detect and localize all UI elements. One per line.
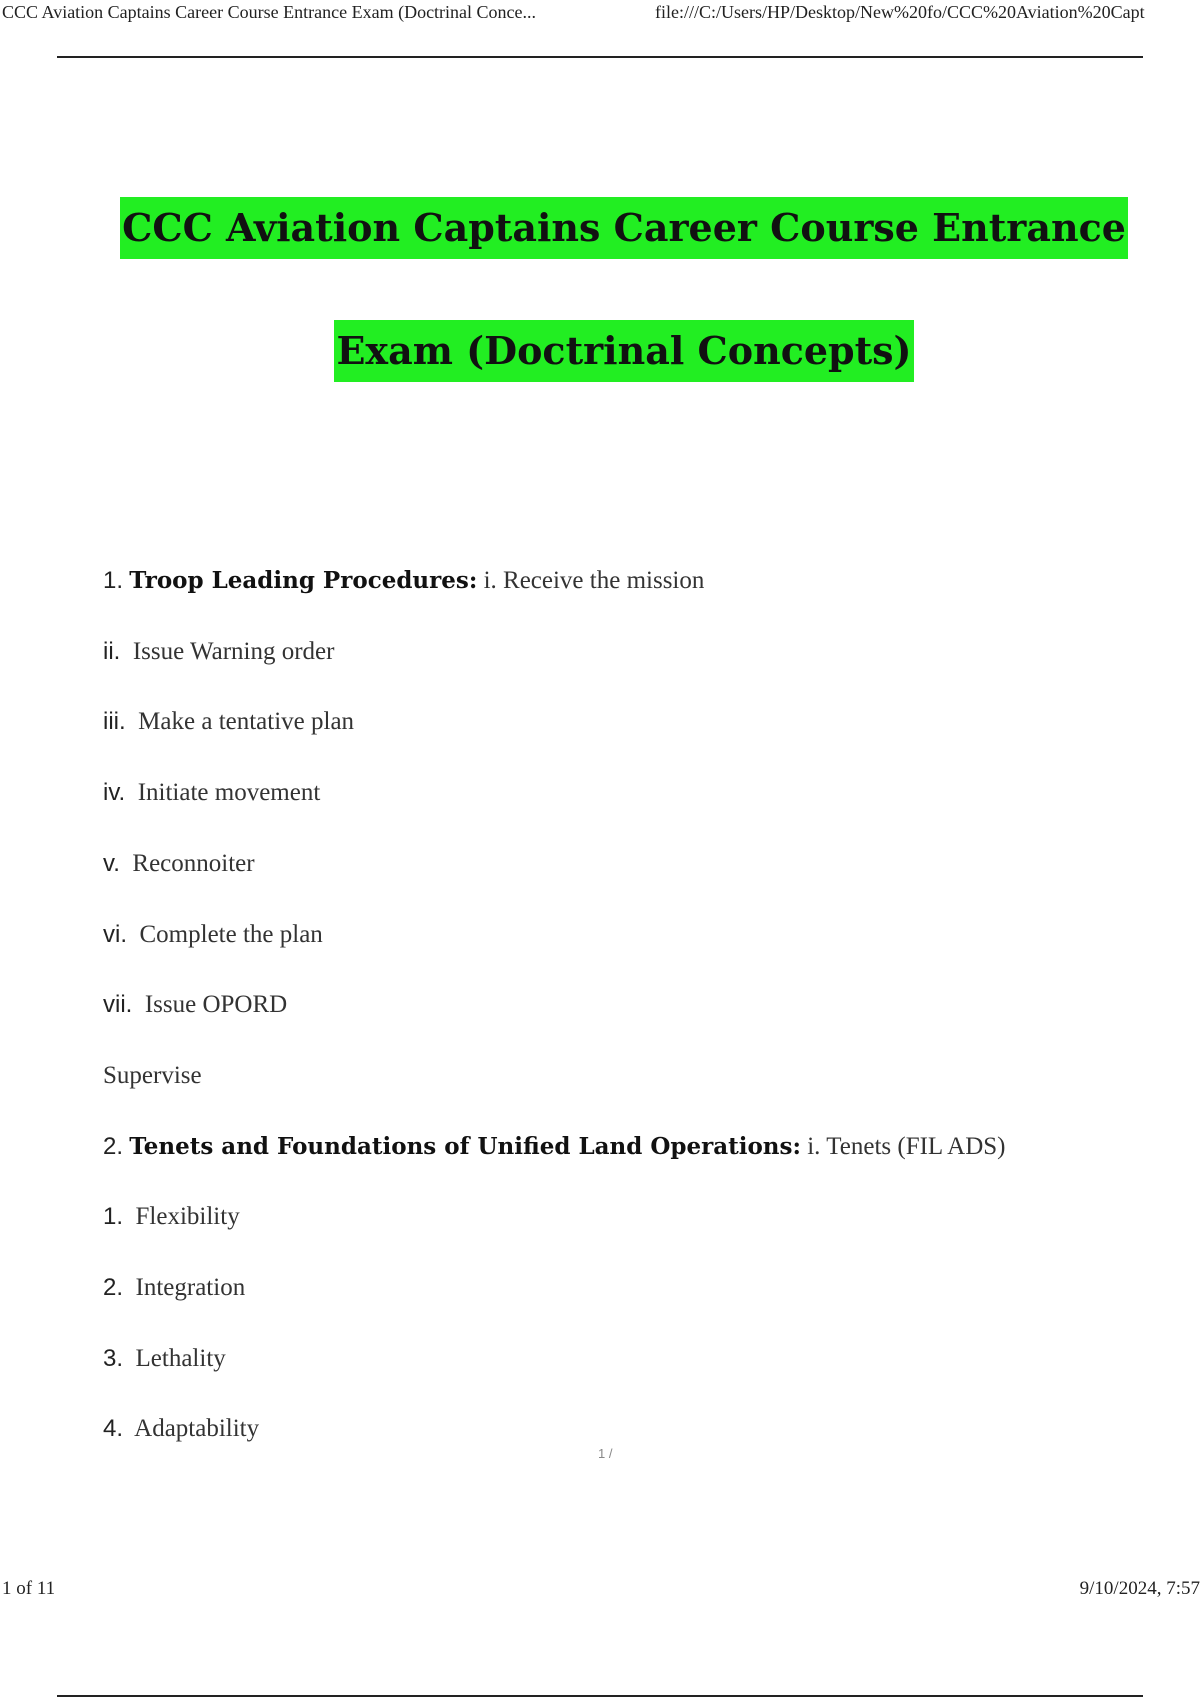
- page-mark: 1 /: [598, 1446, 613, 1461]
- list-item: [103, 1412, 259, 1446]
- print-timestamp: 9/10/2024, 7:57: [1079, 1578, 1200, 1599]
- document-title-line-2: [100, 320, 1148, 382]
- list-item-heading: Tenets and Foundations of Unified Land Operations:: [129, 1132, 801, 1160]
- list-item: [103, 918, 323, 952]
- list-item-text: Complete the plan: [133, 920, 323, 948]
- list-item-text: Supervise: [103, 1061, 202, 1089]
- list-item: [103, 1200, 240, 1234]
- list-item: [103, 635, 334, 669]
- list-item-number: 2.: [103, 1274, 124, 1301]
- title-highlight-2: Exam (Doctrinal Concepts): [334, 320, 913, 382]
- header-divider: [57, 56, 1143, 58]
- list-item-heading: Troop Leading Procedures:: [129, 567, 478, 594]
- list-item: [103, 1059, 202, 1093]
- list-item-text: Integration: [129, 1274, 246, 1301]
- list-item-number: vi.: [103, 920, 127, 948]
- list-item-number: 1.: [103, 567, 124, 594]
- list-item-number: 1.: [103, 1203, 124, 1231]
- title-highlight-1: CCC Aviation Captains Career Course Entrance: [120, 197, 1128, 259]
- list-item: [103, 1130, 1005, 1164]
- list-item: [103, 564, 704, 598]
- list-item: [103, 1271, 245, 1305]
- list-item-text: Issue Warning order: [126, 637, 335, 665]
- list-item: [103, 847, 255, 881]
- print-header: [0, 0, 1200, 28]
- list-item-number: 4.: [103, 1415, 124, 1443]
- list-item-text: Flexibility: [129, 1203, 240, 1231]
- list-item-text: Reconnoiter: [126, 849, 255, 877]
- list-item-number: v.: [103, 849, 120, 877]
- list-item: [103, 988, 287, 1022]
- list-item-text: Make a tentative plan: [131, 708, 355, 736]
- page-indicator: 1 of 11: [2, 1578, 56, 1599]
- list-item-text: Issue OPORD: [138, 991, 288, 1019]
- list-item: [103, 705, 354, 739]
- list-item-text: Adaptability: [129, 1415, 260, 1443]
- list-item-text: i. Receive the mission: [477, 567, 705, 594]
- list-item-number: ii.: [103, 637, 121, 665]
- list-item-number: 2.: [103, 1132, 124, 1160]
- list-item-text: i. Tenets (FIL ADS): [800, 1132, 1006, 1160]
- document-title-line-1: [100, 197, 1148, 259]
- list-item: [103, 776, 320, 810]
- print-header-url: file:///C:/Users/HP/Desktop/New%20fo/CCC%20Aviation%20Capt: [655, 2, 1145, 22]
- list-item-text: Lethality: [129, 1344, 226, 1372]
- list-item: [103, 1342, 226, 1376]
- list-item-number: vii.: [103, 991, 133, 1019]
- list-item-number: iv.: [103, 779, 126, 807]
- list-item-number: iii.: [103, 708, 126, 736]
- list-item-number: 3.: [103, 1344, 124, 1372]
- list-item-text: Initiate movement: [131, 779, 321, 807]
- print-header-title: CCC Aviation Captains Career Course Entrance Exam (Doctrinal Conce...: [2, 2, 537, 22]
- footer-divider: [57, 1695, 1143, 1697]
